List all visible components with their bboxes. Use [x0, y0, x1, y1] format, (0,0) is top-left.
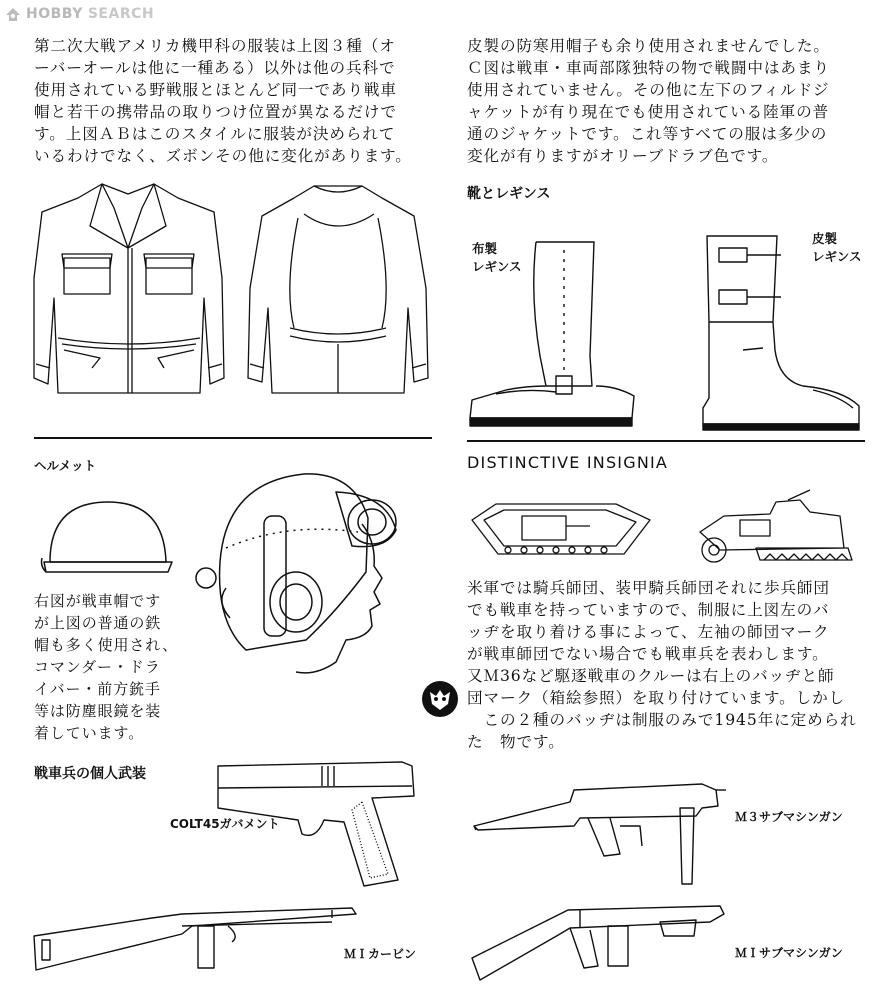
watermark-brand-b: SEARCH [87, 6, 155, 22]
text-line: 使用されていません。その他に左下のフィルドジ [467, 81, 830, 99]
text-line: た 物です。 [467, 733, 565, 751]
text-line: でも戦車を持っていますので、制服に上図左のバ [467, 601, 830, 619]
carbine-label: ＭＩカービン [344, 947, 417, 961]
divider [34, 437, 432, 439]
tank-badge-icon [466, 498, 656, 560]
text-line: 使用されている野戦服とほとんど同一であり戦車 [34, 81, 397, 99]
steel-helmet-icon [36, 496, 176, 576]
field-jacket-back-icon [244, 178, 434, 403]
text-line: が戦車師団でない場合でも戦車兵を表わします。 [467, 645, 829, 663]
divider [467, 440, 865, 442]
helmet-heading: ヘルメット [34, 458, 97, 473]
field-jacket-front-icon [18, 178, 238, 403]
text-line: ーバーオールは他に一種ある）以外は他の兵科で [34, 59, 396, 77]
text-line: イバー・前方銃手 [34, 680, 161, 698]
text-line: 帽も多く使用され、 [34, 636, 179, 654]
tank-destroyer-badge-icon [680, 488, 860, 568]
text-line: ッヂを取り着ける事によって、左袖の師団マーク [467, 623, 830, 641]
text-line: Ｃ図は戦車・車両部隊独特の物で戦闘中はあまり [467, 59, 830, 77]
text-line: いるわけでなく、ズボンその他に変化があります。 [34, 147, 412, 165]
text-line: 団マーク（箱絵参照）を取り付けています。しかし [467, 689, 846, 707]
leather-legging-label [812, 230, 862, 266]
label-line: レギンス [812, 249, 862, 264]
m3-submachine-gun-icon [470, 766, 730, 896]
label-line: 皮製 [812, 231, 838, 246]
cloth-legging-boot-icon [466, 236, 646, 426]
helmet-paragraph [34, 590, 178, 744]
text-line: す。上図ＡＢはこのスタイルに服装が決められて [34, 125, 396, 143]
weapons-heading: 戦車兵の個人武装 [34, 766, 146, 782]
insignia-paragraph [467, 577, 857, 753]
text-line: ャケットが有り現在でも使用されている陸軍の普 [467, 103, 830, 121]
hobby-search-logo-icon [4, 6, 22, 22]
thompson-label: ＭＩサブマシンガン [735, 946, 843, 960]
uniform-paragraph [34, 35, 412, 167]
text-line: この２種のバッヂは制服のみで1945年に定められ [467, 711, 857, 729]
text-line: が上図の普通の鉄 [34, 614, 162, 632]
text-line: 第二次大戦アメリカ機甲科の服装は上図３種（オ [34, 37, 396, 55]
text-line: 等は防塵眼鏡を装 [34, 702, 162, 720]
watermark-brand-a: HOBBY [26, 6, 83, 22]
text-line: 皮製の防寒用帽子も余り使用されませんでした。 [467, 37, 830, 55]
text-line: 米軍では騎兵師団、装甲騎兵師団それに歩兵師団 [467, 579, 830, 597]
text-line: コマンダー・ドラ [34, 658, 161, 676]
insignia-heading: DISTINCTIVE INSIGNIA [467, 453, 669, 472]
tiger-division-patch-icon [420, 678, 460, 720]
m1-thompson-icon [470, 896, 730, 986]
boots-heading: 靴とレギンス [467, 186, 551, 202]
colt-label: COLT45ガバメント [170, 817, 280, 831]
watermark [4, 4, 154, 24]
text-line: 右図が戦車帽です [34, 592, 162, 610]
text-line: 着しています。 [34, 724, 145, 742]
cap-paragraph [467, 35, 830, 167]
label-line: レギンス [472, 259, 522, 274]
tank-crew-helmet-icon [186, 462, 446, 692]
m3-label: Ｍ３サブマシンガン [735, 810, 843, 824]
text-line: 又Ｍ36など駆逐戦車のクルーは右上のバッヂと師 [467, 667, 835, 685]
text-line: 変化が有りますがオリーブドラブ色です。 [467, 147, 779, 165]
label-line: 布製 [472, 241, 498, 256]
text-line: 通のジャケットです。これ等すべての服は多少の [467, 125, 828, 143]
text-line: 帽と若干の携帯品の取りつけ位置が異なるだけで [34, 103, 397, 121]
m1-carbine-icon [32, 896, 362, 976]
